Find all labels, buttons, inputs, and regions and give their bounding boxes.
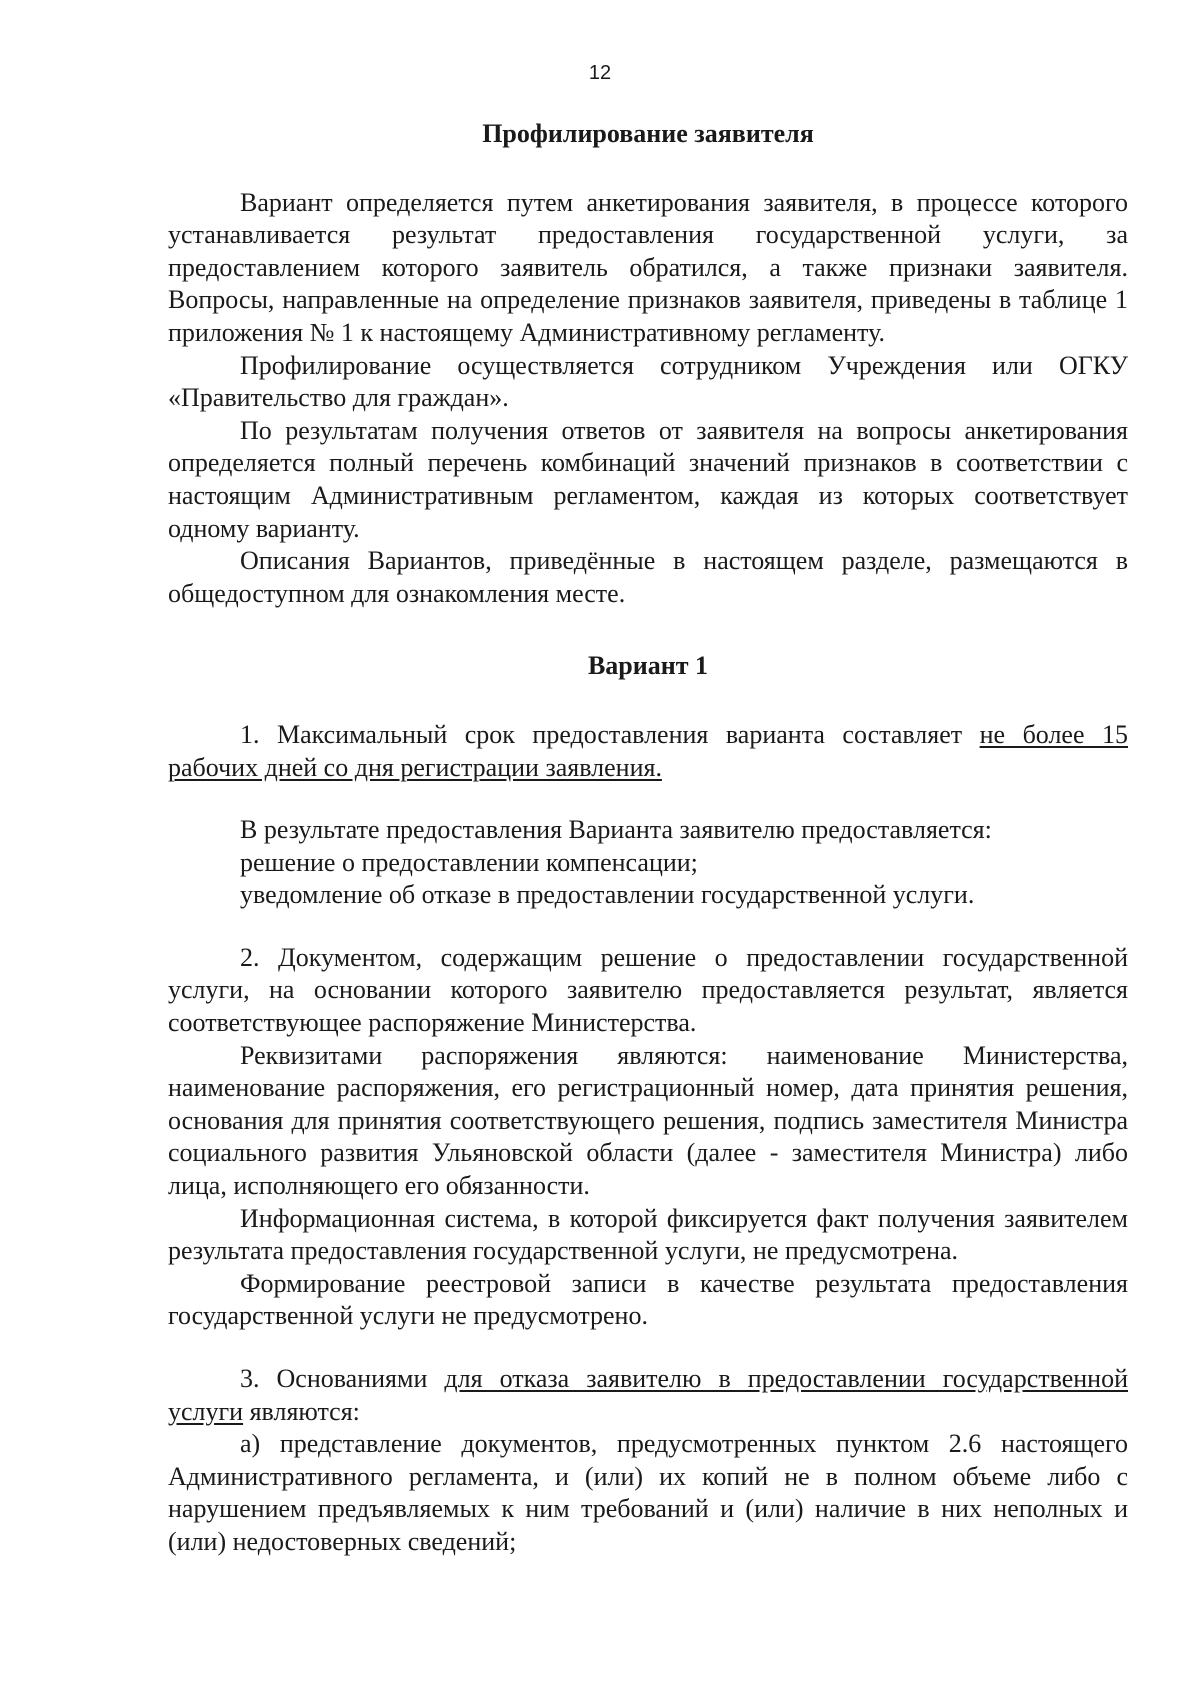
spacer (168, 1333, 1128, 1363)
item-1-max-term (168, 719, 1128, 784)
spacer (168, 912, 1128, 942)
spacer (168, 610, 1128, 650)
item-3-subitem-a: а) представление документов, предусмотренных пунктом 2.6 настоящего Административного регламента, и (или) их копий не в полном объеме либо с нарушением предъявляемых к ним требований и (или) наличие в них неполных и (или) недостоверных сведений; (168, 1429, 1128, 1556)
result-option-refusal: уведомление об отказе в предоставлении государственной услуги. (240, 880, 975, 910)
page-number: 12 (588, 62, 612, 84)
section-title-profiling: Профилирование заявителя (482, 119, 814, 148)
spacer (168, 784, 1128, 814)
paragraph-registry-record: Формирование реестровой записи в качестве результата предоставления государственной услуги не предусмотрено. (168, 1268, 1128, 1331)
paragraph-variant-definition: Вариант определяется путем анкетирования заявителя, в процессе которого устанавливается результат предоставления государственной услуги, за предоставлением которого заявитель обратился, а также признаки заявителя. Вопросы, направленные на определение признаков заявителя, приведены в таблице 1 приложения № 1 к настоящему Административному регламенту. (168, 187, 1128, 347)
paragraph-information-system: Информационная система, в которой фиксируется факт получения заявителем результата предоставления государственной услуги, не предусмотрена. (168, 1203, 1128, 1266)
result-intro: В результате предоставления Варианта заявителю предоставляется: (240, 815, 992, 845)
paragraph-answers-result: По результатам получения ответов от заявителя на вопросы анкетирования определяется полный перечень комбинаций значений признаков в соответствии с настоящим Административным регламентом, каждая из которых соответствует одному варианту. (168, 415, 1128, 543)
item-1-text: 1. Максимальный срок предоставления варианта составляет (240, 719, 980, 749)
item-3-refusal-grounds (168, 1363, 1128, 1428)
spacer (168, 151, 1128, 187)
item-1-underlined-term: не более 15 рабочих дней со дня регистрации заявления. (168, 719, 1128, 782)
item-3-suffix: являются: (243, 1396, 360, 1426)
item-2-decision-document: 2. Документом, содержащим решение о предоставлении государственной услуги, на основании которого заявителю предоставляется результат, является соответствующее распоряжение Министерства. (168, 942, 1128, 1038)
paragraph-order-details: Реквизитами распоряжения являются: наименование Министерства, наименование распоряжения, его регистрационный номер, дата принятия решения, основания для принятия соответствующего решения, подпись заместителя Министра социального развития Ульяновской области (далее - заместителя Министра) либо лица, исполняющего его обязанности. (168, 1040, 1128, 1201)
document-body (168, 118, 1128, 1559)
result-option-compensation: решение о предоставлении компенсации; (240, 847, 698, 877)
paragraph-variants-placement: Описания Вариантов, приведённые в настоящем разделе, размещаются в общедоступном для ознакомления месте. (168, 546, 1128, 608)
paragraph-profiling-performer: Профилирование осуществляется сотрудником Учреждения или ОГКУ «Правительство для граждан». (168, 350, 1128, 413)
item-3-underlined: для отказа заявителю в предоставлении государственной услуги (168, 1364, 1129, 1426)
item-3-prefix: 3. Основаниями (240, 1364, 445, 1393)
spacer (168, 683, 1128, 719)
section-title-variant-1: Вариант 1 (587, 651, 709, 681)
